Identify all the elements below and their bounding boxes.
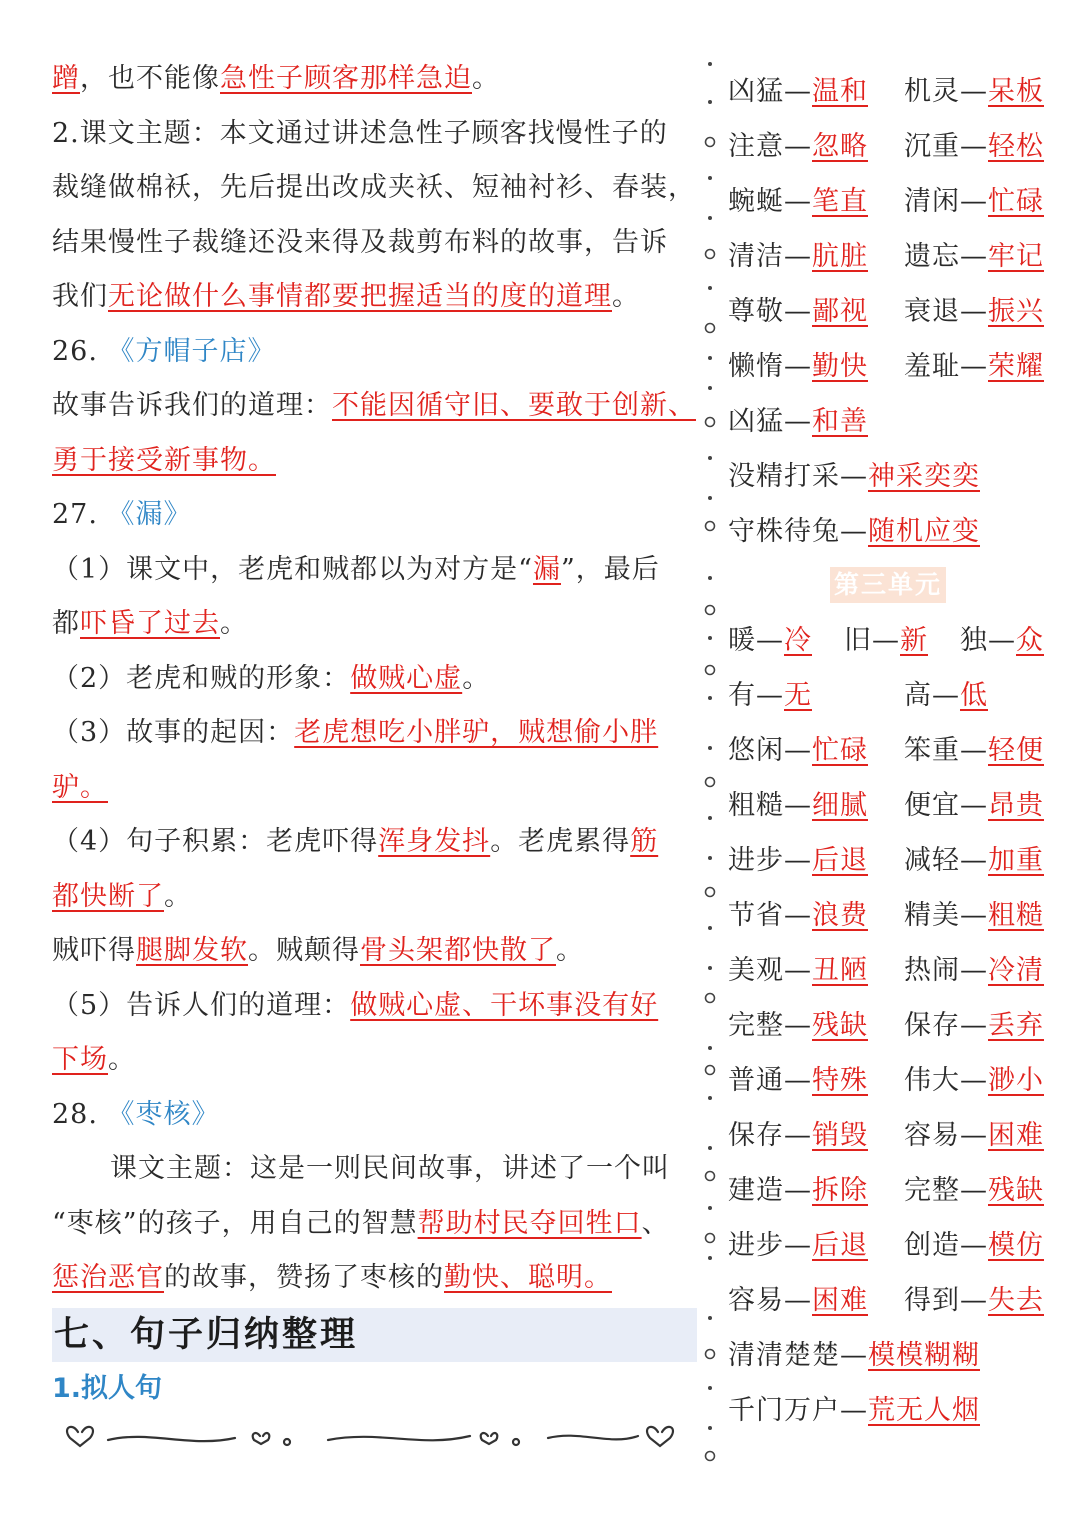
notes-column bbox=[52, 52, 697, 1416]
word: 进步— bbox=[728, 845, 812, 876]
text-line: 结果慢性子裁缝还没来得及裁剪布料的故事，告诉 bbox=[52, 226, 668, 258]
word: 悠闲— bbox=[728, 735, 812, 766]
question-text: 故事告诉我们的道理： bbox=[52, 390, 332, 421]
antonym-pair bbox=[904, 998, 1080, 1053]
text: ”，最后 bbox=[560, 553, 660, 585]
text-line bbox=[52, 761, 697, 816]
lesson-title: 《漏》 bbox=[107, 499, 192, 530]
text-line bbox=[52, 379, 697, 434]
question-text: （2）老虎和贼的形象： bbox=[52, 662, 351, 694]
antonym-row bbox=[728, 668, 1068, 723]
unit-title: 第三单元 bbox=[830, 567, 946, 603]
antonym-row bbox=[728, 339, 1068, 394]
antonym-answer: 细腻 bbox=[812, 790, 868, 821]
word: 有— bbox=[728, 680, 784, 711]
antonym-answer: 困难 bbox=[988, 1120, 1044, 1151]
antonym-answer: 加重 bbox=[988, 845, 1044, 876]
lesson-number: 28. bbox=[52, 1098, 98, 1130]
antonym-answer: 丢弃 bbox=[988, 1010, 1044, 1041]
text-line bbox=[52, 52, 697, 107]
text: 。贼颠得 bbox=[248, 935, 360, 966]
word: 蜿蜒— bbox=[728, 186, 812, 217]
antonym-answer: 模模糊糊 bbox=[868, 1340, 980, 1371]
antonym-pair bbox=[904, 229, 1080, 284]
word: 机灵— bbox=[904, 76, 988, 107]
word: 精美— bbox=[904, 900, 988, 931]
word: 清闲— bbox=[904, 186, 988, 217]
antonym-answer: 冷清 bbox=[988, 955, 1044, 986]
word: 笨重— bbox=[904, 735, 988, 766]
antonym-answer: 特殊 bbox=[812, 1065, 868, 1096]
antonym-row bbox=[728, 943, 1068, 998]
word: 节省— bbox=[728, 900, 812, 931]
antonym-answer: 后退 bbox=[812, 845, 868, 876]
text: 贼吓得 bbox=[52, 935, 136, 966]
text-line: 课文主题：这是一则民间故事，讲述了一个叫 bbox=[110, 1153, 670, 1184]
text: 、 bbox=[641, 1207, 670, 1239]
word: 保存— bbox=[728, 1120, 812, 1151]
text: 。 bbox=[220, 608, 248, 639]
antonym-pair bbox=[728, 888, 904, 943]
answer-text: 老虎想吃小胖驴，贼想偷小胖 bbox=[294, 717, 659, 748]
text-line bbox=[52, 543, 697, 598]
antonym-row bbox=[728, 833, 1068, 888]
antonym-pair bbox=[728, 1383, 980, 1438]
answer-text: 勇于接受新事物。 bbox=[52, 444, 276, 476]
antonym-row bbox=[728, 723, 1068, 778]
antonym-answer: 牢记 bbox=[988, 241, 1044, 272]
lesson-title: 《方帽子店》 bbox=[107, 335, 276, 367]
antonym-answer: 丑陋 bbox=[812, 955, 868, 986]
word: 容易— bbox=[728, 1285, 812, 1316]
antonym-pair bbox=[904, 1218, 1080, 1273]
antonym-pair bbox=[904, 778, 1080, 833]
word: 凶猛— bbox=[728, 76, 812, 107]
text-line bbox=[52, 1197, 697, 1252]
unit-heading bbox=[728, 559, 1068, 613]
word: 注意— bbox=[728, 131, 812, 162]
antonym-pair bbox=[728, 1053, 904, 1108]
text: 。 bbox=[108, 1044, 136, 1075]
text: 。 bbox=[556, 935, 584, 966]
answer-text: 腿脚发软 bbox=[136, 935, 248, 966]
antonym-row bbox=[728, 64, 1068, 119]
antonym-answer: 肮脏 bbox=[812, 241, 868, 272]
word: 没精打采— bbox=[728, 461, 868, 492]
antonym-answer: 荣耀 bbox=[988, 351, 1044, 382]
antonym-row bbox=[728, 1053, 1068, 1108]
antonym-answer: 轻松 bbox=[988, 131, 1044, 162]
word: 进步— bbox=[728, 1230, 812, 1261]
answer-text: 骨头架都快散了 bbox=[360, 935, 556, 966]
antonym-pair bbox=[904, 284, 1080, 339]
word: 独— bbox=[960, 625, 1016, 656]
antonym-pair bbox=[960, 613, 1076, 668]
lesson-number: 27. bbox=[52, 499, 98, 530]
word: 懒惰— bbox=[728, 351, 812, 382]
text-line: 裁缝做棉袄，先后提出改成夹袄、短袖衬衫、春装， bbox=[52, 172, 696, 203]
word: 建造— bbox=[728, 1175, 812, 1206]
antonym-pair bbox=[728, 119, 904, 174]
antonym-answer: 残缺 bbox=[812, 1010, 868, 1041]
word: 热闹— bbox=[904, 955, 988, 986]
antonym-pair bbox=[728, 1163, 904, 1218]
antonym-answer: 神采奕奕 bbox=[868, 461, 980, 492]
word: 羞耻— bbox=[904, 351, 988, 382]
answer-text: 帮助村民夺回牲口 bbox=[417, 1207, 642, 1239]
antonym-row bbox=[728, 1273, 1068, 1328]
antonym-pair bbox=[728, 833, 904, 888]
antonym-row bbox=[728, 1218, 1068, 1273]
antonym-column bbox=[728, 64, 1068, 1438]
antonym-pair bbox=[728, 339, 904, 394]
antonym-answer: 忙碌 bbox=[988, 186, 1044, 217]
antonym-answer: 后退 bbox=[812, 1230, 868, 1261]
antonym-answer: 和善 bbox=[812, 406, 868, 437]
text: 。 bbox=[472, 63, 500, 94]
antonym-pair bbox=[904, 1273, 1080, 1328]
antonym-pair bbox=[728, 1108, 904, 1163]
word: 尊敬— bbox=[728, 296, 812, 327]
antonym-pair bbox=[728, 284, 904, 339]
antonym-answer: 粗糙 bbox=[988, 900, 1044, 931]
section-title: 七、句子归纳整理 bbox=[52, 1308, 697, 1362]
antonym-answer: 勤快 bbox=[812, 351, 868, 382]
antonym-row bbox=[728, 1383, 1068, 1438]
word: 清洁— bbox=[728, 241, 812, 272]
lesson-heading-28 bbox=[52, 1088, 697, 1143]
question-text: （1）课文中，老虎和贼都以为对方是“ bbox=[52, 553, 533, 585]
antonym-pair bbox=[904, 119, 1080, 174]
word: 完整— bbox=[728, 1010, 812, 1041]
antonym-pair bbox=[728, 394, 868, 449]
word: 便宜— bbox=[904, 790, 988, 821]
antonym-row bbox=[728, 449, 1068, 504]
antonym-pair bbox=[904, 1053, 1080, 1108]
heart-divider-decoration bbox=[60, 1410, 690, 1460]
antonym-answer: 忽略 bbox=[812, 131, 868, 162]
word: 凶猛— bbox=[728, 406, 812, 437]
antonym-answer: 拆除 bbox=[812, 1175, 868, 1206]
antonym-answer: 浪费 bbox=[812, 900, 868, 931]
antonym-row bbox=[728, 998, 1068, 1053]
text: 。 bbox=[462, 662, 491, 694]
antonym-pair bbox=[728, 668, 904, 723]
antonym-pair bbox=[728, 943, 904, 998]
antonym-row bbox=[728, 888, 1068, 943]
text-line bbox=[52, 270, 697, 325]
text-line bbox=[52, 924, 697, 979]
antonym-pair bbox=[728, 449, 980, 504]
antonym-answer: 新 bbox=[900, 625, 928, 656]
antonym-pair bbox=[904, 64, 1080, 119]
subsection-title: 1.拟人句 bbox=[52, 1372, 163, 1404]
text: 。 bbox=[612, 281, 640, 312]
lesson-title: 《枣核》 bbox=[107, 1098, 220, 1130]
antonym-pair bbox=[728, 778, 904, 833]
answer-text: 浑身发抖 bbox=[378, 826, 491, 857]
antonym-row bbox=[728, 1328, 1068, 1383]
antonym-pair bbox=[728, 723, 904, 778]
word: 守株待兔— bbox=[728, 516, 868, 547]
text-line bbox=[52, 652, 697, 707]
antonym-pair bbox=[904, 943, 1080, 998]
antonym-pair bbox=[728, 174, 904, 229]
lesson-heading-27 bbox=[52, 488, 697, 543]
antonym-answer: 众 bbox=[1016, 625, 1044, 656]
text-line bbox=[52, 1251, 697, 1306]
word: 减轻— bbox=[904, 845, 988, 876]
answer-text: 做贼心虚、干坏事没有好 bbox=[350, 989, 659, 1021]
antonym-row bbox=[728, 119, 1068, 174]
word: 粗糙— bbox=[728, 790, 812, 821]
antonym-pair bbox=[844, 613, 960, 668]
antonym-row bbox=[728, 613, 1068, 668]
antonym-row bbox=[728, 174, 1068, 229]
question-text: （5）告诉人们的道理： bbox=[52, 989, 351, 1021]
antonym-list bbox=[728, 64, 1068, 559]
antonym-row bbox=[728, 394, 1068, 449]
antonym-pair bbox=[728, 998, 904, 1053]
text-line bbox=[52, 979, 697, 1034]
word: 高— bbox=[904, 680, 960, 711]
text-line bbox=[52, 870, 697, 925]
word: 暖— bbox=[728, 625, 784, 656]
antonym-pair bbox=[728, 1273, 904, 1328]
antonym-answer: 残缺 bbox=[988, 1175, 1044, 1206]
antonym-answer: 忙碌 bbox=[812, 735, 868, 766]
antonym-pair bbox=[728, 613, 844, 668]
text-line bbox=[52, 597, 697, 652]
antonym-pair bbox=[904, 1108, 1080, 1163]
word: 清清楚楚— bbox=[728, 1340, 868, 1371]
antonym-answer: 轻便 bbox=[988, 735, 1044, 766]
answer-text: 下场 bbox=[52, 1044, 108, 1075]
antonym-answer: 笔直 bbox=[812, 186, 868, 217]
answer-text: 惩治恶官 bbox=[52, 1262, 164, 1293]
word: 保存— bbox=[904, 1010, 988, 1041]
column-divider bbox=[700, 58, 722, 1478]
antonym-answer: 低 bbox=[960, 680, 988, 711]
text: 。老虎累得 bbox=[490, 826, 631, 857]
word: 伟大— bbox=[904, 1065, 988, 1096]
word: 遗忘— bbox=[904, 241, 988, 272]
antonym-answer: 销毁 bbox=[812, 1120, 868, 1151]
lesson-number: 26. bbox=[52, 335, 98, 367]
antonym-answer: 困难 bbox=[812, 1285, 868, 1316]
antonym-answer: 温和 bbox=[812, 76, 868, 107]
antonym-answer: 模仿 bbox=[988, 1230, 1044, 1261]
antonym-pair bbox=[728, 1218, 904, 1273]
answer-text: 蹭 bbox=[52, 63, 80, 94]
text-line bbox=[52, 1033, 697, 1088]
answer-text: 筋 bbox=[630, 826, 659, 857]
word: 完整— bbox=[904, 1175, 988, 1206]
antonym-row bbox=[728, 229, 1068, 284]
antonym-pair bbox=[904, 833, 1080, 888]
answer-text: 都快断了 bbox=[52, 880, 164, 912]
antonym-answer: 振兴 bbox=[988, 296, 1044, 327]
word: 旧— bbox=[844, 625, 900, 656]
text: ，也不能像 bbox=[80, 63, 220, 94]
word: 沉重— bbox=[904, 131, 988, 162]
word: 千门万户— bbox=[728, 1395, 868, 1426]
antonym-row bbox=[728, 778, 1068, 833]
antonym-pair bbox=[904, 339, 1080, 394]
antonym-pair bbox=[904, 888, 1080, 943]
answer-text: 驴。 bbox=[52, 771, 108, 803]
antonym-answer: 随机应变 bbox=[868, 516, 980, 547]
answer-text: 漏 bbox=[532, 553, 561, 585]
antonym-list bbox=[728, 613, 1068, 1438]
antonym-pair bbox=[904, 723, 1080, 778]
text: 我们 bbox=[52, 281, 108, 312]
word: 衰退— bbox=[904, 296, 988, 327]
question-text: （3）故事的起因： bbox=[52, 717, 295, 748]
lesson-heading-26 bbox=[52, 325, 697, 380]
answer-text: 不能因循守旧、要敢于创新、 bbox=[332, 390, 696, 421]
answer-text: 做贼心虚 bbox=[350, 662, 463, 694]
antonym-pair bbox=[728, 504, 980, 559]
antonym-answer: 冷 bbox=[784, 625, 812, 656]
antonym-row bbox=[728, 1163, 1068, 1218]
answer-text: 吓昏了过去 bbox=[80, 608, 220, 639]
text: 。 bbox=[164, 880, 192, 912]
text-line bbox=[52, 434, 697, 489]
antonym-answer: 呆板 bbox=[988, 76, 1044, 107]
answer-text: 急性子顾客那样急迫 bbox=[220, 63, 472, 94]
text-line bbox=[52, 706, 697, 761]
antonym-row bbox=[728, 284, 1068, 339]
word: 普通— bbox=[728, 1065, 812, 1096]
antonym-answer: 渺小 bbox=[988, 1065, 1044, 1096]
antonym-pair bbox=[904, 668, 1080, 723]
word: 创造— bbox=[904, 1230, 988, 1261]
text-line bbox=[52, 815, 697, 870]
antonym-answer: 昂贵 bbox=[988, 790, 1044, 821]
antonym-answer: 鄙视 bbox=[812, 296, 868, 327]
antonym-row bbox=[728, 1108, 1068, 1163]
antonym-pair bbox=[904, 1163, 1080, 1218]
text-line: 2.课文主题：本文通过讲述急性子顾客找慢性子的 bbox=[52, 117, 668, 149]
text: 都 bbox=[52, 608, 80, 639]
antonym-pair bbox=[728, 1328, 980, 1383]
word: 得到— bbox=[904, 1285, 988, 1316]
antonym-answer: 荒无人烟 bbox=[868, 1395, 980, 1426]
answer-text: 无论做什么事情都要把握适当的度的道理 bbox=[108, 281, 612, 312]
question-text: （4）句子积累：老虎吓得 bbox=[52, 826, 379, 857]
answer-text: 勤快、聪明。 bbox=[444, 1262, 612, 1293]
antonym-pair bbox=[904, 174, 1080, 229]
text: “枣核”的孩子，用自己的智慧 bbox=[52, 1207, 418, 1239]
word: 容易— bbox=[904, 1120, 988, 1151]
antonym-pair bbox=[728, 229, 904, 284]
text: 的故事，赞扬了枣核的 bbox=[164, 1262, 444, 1293]
antonym-row bbox=[728, 504, 1068, 559]
word: 美观— bbox=[728, 955, 812, 986]
antonym-answer: 无 bbox=[784, 680, 812, 711]
antonym-answer: 失去 bbox=[988, 1285, 1044, 1316]
antonym-pair bbox=[728, 64, 904, 119]
